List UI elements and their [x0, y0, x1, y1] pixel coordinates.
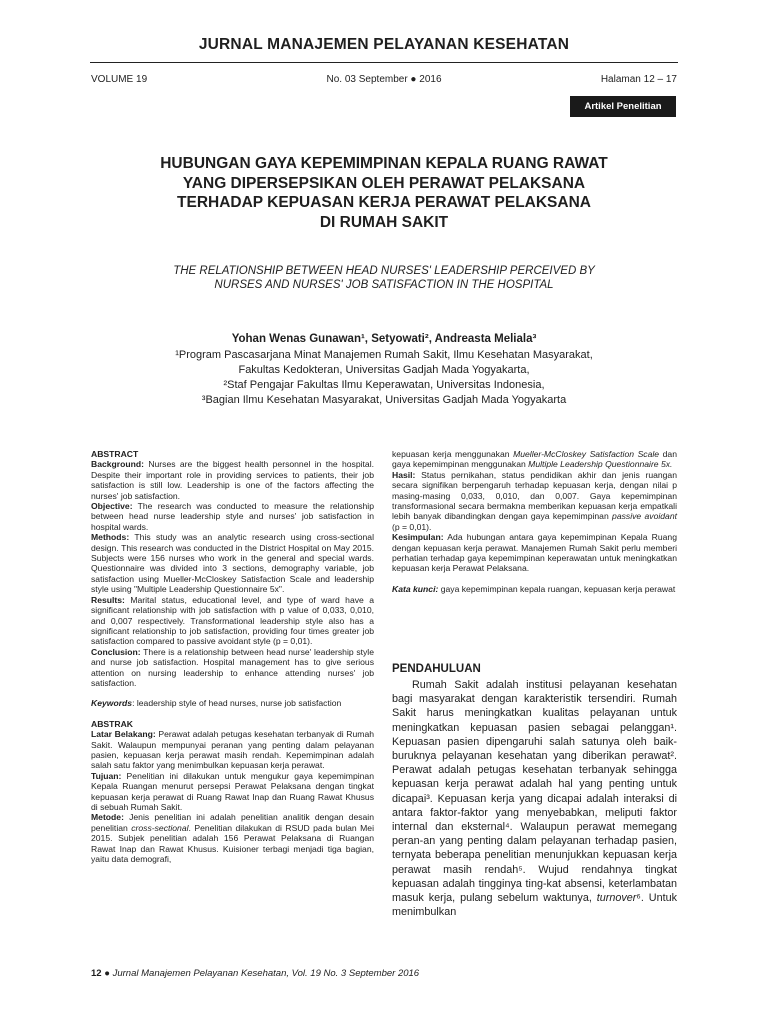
- abstrak-latar: Latar Belakang: Perawat adalah petugas kesehatan terbanyak di Rumah Sakit. Walaupun mempunyai peranan yang penting dalam pelayanan pasien, kepuasan kerja perawat masih rendah. Kepemimpinan adalah salah satu faktor yang menimbulkan kepuasan kerja perawat.: [91, 729, 374, 771]
- affiliation-line: ³Bagian Ilmu Kesehatan Masyarakat, Universitas Gadjah Mada Yogyakarta: [201, 394, 567, 406]
- affiliations: [100, 348, 668, 408]
- abstract-objective: Objective: The research was conducted to measure the relationship between head nurse leadership style and nurses' job satisfaction in hospital wards.: [91, 501, 374, 532]
- affiliation-line: Fakultas Kedokteran, Universitas Gadjah Mada Yogyakarta,: [238, 364, 530, 376]
- title-line: HUBUNGAN GAYA KEPEMIMPINAN KEPALA RUANG RAWAT: [160, 155, 608, 172]
- body-paragraph: Rumah Sakit adalah institusi pelayanan kesehatan bagi masyarakat dengan karakteristik tersendiri. Rumah Sakit harus meningkatkan kualitas pelayanan untuk meningkatkan kepuasan pasien sebagai pelanggan¹. Kepuasan pasien dipengaruhi salah satunya oleh baik-buruknya pelayanan kesehatan yang diberikan perawat². Perawat adalah petugas kesehatan terbanyak sehingga kepuasan kerja perawat adalah hal yang penting untuk dicapai³. Kepuasan kerja yang dicapai adalah interaksi di antara faktor-faktor yang menyebabkan, meliputi faktor internal dan eksternal⁴. Walaupun perawat memegang peran-an yang penting dalam pelayanan terhadap pasien, ternyata beberapa penelitian menunjukkan kepuasan kerja perawat masih rendah⁵. Wujud rendahnya tingkat kepuasan adalah tingginya ting-kat absensi, keterlambatan masuk kerja, pulang sebelum waktunya, turnover⁶. Untuk menimbulkan: [392, 679, 678, 919]
- abstrak-metode: Metode: Jenis penelitian ini adalah penelitian analitik dengan desain penelitian cross-sectional. Penelitian dilakukan di RSUD pada bulan Mei 2015. Subjek penelitian adalah 156 Perawat Pelaksana di Ruangan Rawat Inap dan Rawat Khusus. Kuisioner terbagi menjadi tiga bagian, yaitu data demografi,: [91, 812, 374, 865]
- title-line: THE RELATIONSHIP BETWEEN HEAD NURSES' LEADERSHIP PERCEIVED BY: [173, 265, 595, 277]
- abstrak-tujuan: Tujuan: Penelitian ini dilakukan untuk mengukur gaya kepemimpinan Kepala Ruangan menurut persepsi Perawat Pelaksana dengan tingkat kepuasan kerja perawat di Ruang Rawat Inap dan Ruang Rawat Khusus di sebuah Rumah Sakit.: [91, 770, 374, 812]
- title-line: TERHADAP KEPUASAN KERJA PERAWAT PELAKSANA: [177, 194, 591, 211]
- abstrak-kata-kunci: Kata kunci: gaya kepemimpinan kepala ruangan, kepuasan kerja perawat: [392, 583, 676, 594]
- page-footer: [91, 968, 419, 979]
- page-number: 12: [91, 968, 102, 979]
- title-line: DI RUMAH SAKIT: [319, 213, 449, 231]
- article-type-badge: Artikel Penelitian: [570, 96, 676, 117]
- abstract-results: Results: Marital status, educational level, and type of ward have a significant relationship with job satisfaction with p value of 0,033, 0,010, and 0,007 respectively. Transformational leadership style also has a significant relationship to job satisfaction, providing four times greater job satisfaction compared to passive avoidant style (p = 0,01).: [91, 594, 374, 647]
- abstract-column: [91, 449, 374, 864]
- volume-label: VOLUME 19: [91, 74, 148, 85]
- affiliation-line: ²Staf Pengajar Fakultas Ilmu Keperawatan, Universitas Indonesia,: [223, 379, 545, 391]
- article-title-indonesian: [100, 154, 668, 232]
- footer-citation: Jurnal Manajemen Pelayanan Kesehatan, Vol. 19 No. 3 September 2016: [112, 968, 420, 979]
- abstrak-continued-column: [392, 449, 677, 594]
- footer-bullet: ●: [101, 968, 113, 979]
- abstrak-metode-cont: kepuasan kerja menggunakan Mueller-McCloskey Satisfaction Scale dan gaya kepemimpinan menggunakan Multiple Leadership Questionnaire 5x.: [392, 449, 677, 470]
- affiliation-line: ¹Program Pascasarjana Minat Manajemen Rumah Sakit, Ilmu Kesehatan Masyarakat,: [175, 349, 593, 361]
- title-line: YANG DIPERSEPSIKAN OLEH PERAWAT PELAKSANA: [182, 174, 586, 192]
- journal-title: JURNAL MANAJEMEN PELAYANAN KESEHATAN: [198, 36, 570, 53]
- header-rule: [90, 62, 678, 63]
- abstrak-heading: ABSTRAK: [91, 718, 134, 729]
- section-body: [392, 678, 677, 919]
- abstract-methods: Methods: This study was an analytic research using cross-sectional design. This research was conducted in the District Hospital on May 2015. Subjects were 156 nurses who work in the general and special wards. Questionnaire was divided into 3 sections, demography variable, job satisfaction using Mueller-McCloskey Satisfaction Scale and leadership style using "Multiple Leadership Questionnaire 5x".: [91, 532, 374, 595]
- abstrak-hasil: Hasil: Status pernikahan, status pendidikan akhir dan jenis ruangan secara signifikan berpengaruh terhadap kepuasan kerja, dengan nilai p masing-masing 0,033, 0,010, dan 0,007. Gaya kepemimpinan transformasional secara bermakna memberikan kepuasan kerja empatkali lebih banyak dibandingkan dengan gaya kepemimpinan passive avoidant (p = 0,01).: [392, 469, 677, 532]
- abstrak-kesimpulan: Kesimpulan: Ada hubungan antara gaya kepemimpinan Kepala Ruang dengan kepuasan kerja perawat. Manajemen Rumah Sakit perlu memberi perhatian terhadap gaya kepemimpinan keperawatan untuk meningkatkan kepuasan kerja Perawat Pelaksana.: [392, 532, 677, 574]
- abstract-background: Background: Nurses are the biggest health personnel in the hospital. Despite their important role in providing services to patients, their job satisfaction is still low. Leadership is one of the factors affecting the nurses' job satisfaction.: [91, 459, 374, 501]
- page-range-label: Halaman 12 – 17: [600, 74, 677, 85]
- abstract-keywords: Keywords: leadership style of head nurses, nurse job satisfaction: [91, 698, 342, 709]
- section-heading: PENDAHULUAN: [392, 663, 481, 675]
- article-title-english: [100, 264, 668, 292]
- abstract-heading: ABSTRACT: [91, 449, 139, 459]
- author-list: Yohan Wenas Gunawan¹, Setyowati², Andreasta Meliala³: [231, 333, 537, 345]
- issue-label: No. 03 September ● 2016: [326, 74, 442, 85]
- abstract-conclusion: Conclusion: There is a relationship between head nurse' leadership style and nurse job satisfaction. Hospital management has to give serious attention on nursing leadership to enhance attending nurses' job satisfaction.: [91, 646, 374, 688]
- title-line: NURSES AND NURSES' JOB SATISFACTION IN THE HOSPITAL: [214, 279, 554, 291]
